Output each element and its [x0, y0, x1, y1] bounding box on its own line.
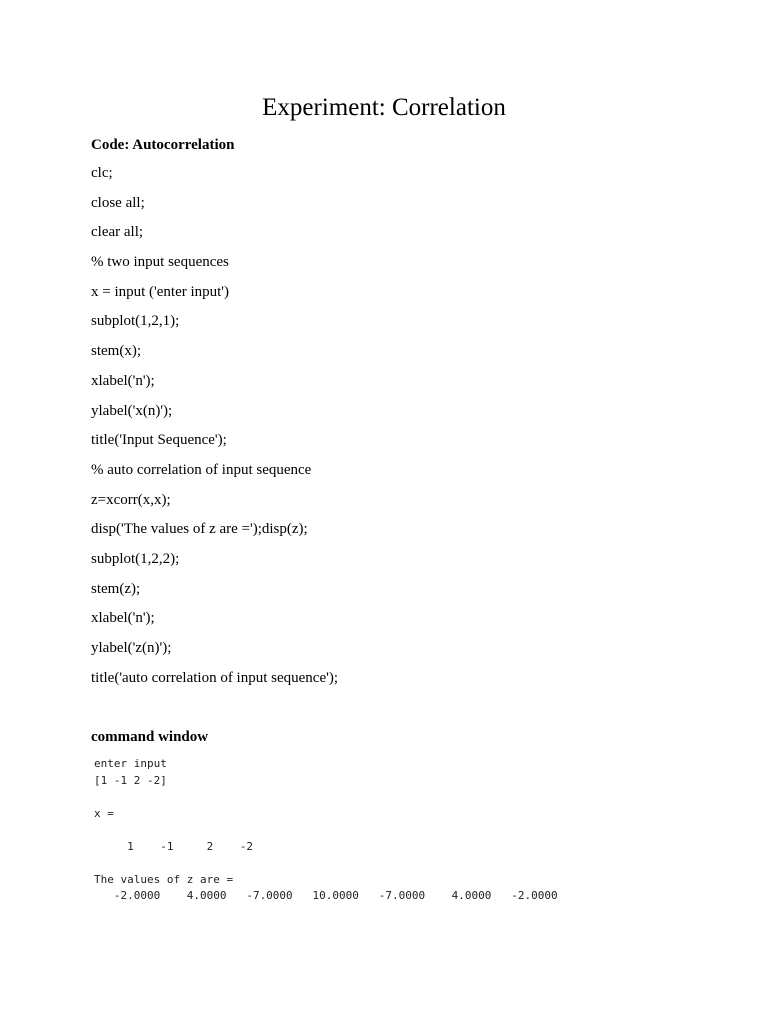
code-line: ylabel('x(n)');: [91, 402, 173, 419]
console-line: The values of z are =: [94, 872, 234, 886]
console-line: x =: [94, 806, 114, 820]
console-line: [94, 855, 558, 872]
code-line: xlabel('n');: [91, 372, 155, 389]
console-line: [94, 822, 558, 839]
code-line: x = input ('enter input'): [91, 283, 230, 300]
code-line: xlabel('n');: [91, 610, 155, 627]
code-line: disp('The values of z are =');disp(z);: [91, 521, 308, 538]
code-line: title('Input Sequence');: [91, 432, 227, 449]
page-title: Experiment: Correlation: [262, 94, 506, 121]
code-line: title('auto correlation of input sequence');: [91, 669, 338, 686]
code-line: % two input sequences: [91, 254, 229, 271]
code-line: clear all;: [91, 224, 144, 241]
code-line: % auto correlation of input sequence: [91, 461, 312, 478]
code-line: close all;: [91, 194, 145, 211]
console-line: [94, 789, 558, 806]
code-heading: Code: Autocorrelation: [91, 137, 235, 153]
code-line: stem(z);: [91, 580, 141, 597]
console-line: enter input: [94, 757, 167, 770]
code-line: ylabel('z(n)');: [91, 640, 172, 656]
code-line: subplot(1,2,2);: [91, 550, 180, 567]
code-line: subplot(1,2,1);: [91, 313, 180, 330]
code-line: z=xcorr(x,x);: [91, 491, 171, 508]
code-line: clc;: [91, 165, 113, 181]
command-window-heading: command window: [91, 729, 209, 745]
console-line: -2.0000 4.0000 -7.0000 10.0000 -7.0000 4.0000 -2.0000: [94, 889, 558, 902]
console-line: 1 -1 2 -2: [94, 839, 253, 853]
command-window-output: [94, 756, 558, 905]
code-line: stem(x);: [91, 343, 141, 360]
code-listing: [91, 163, 338, 697]
console-line: [1 -1 2 -2]: [94, 773, 167, 787]
